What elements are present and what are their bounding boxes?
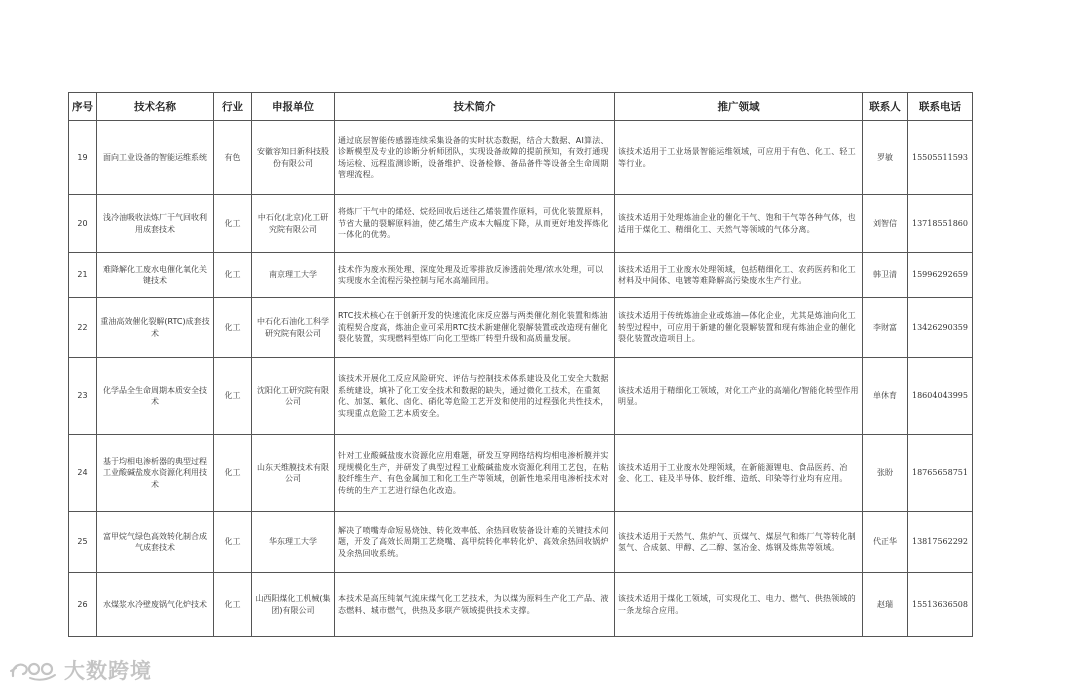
technology-table — [68, 92, 973, 637]
table-row — [69, 573, 973, 637]
cell-industry: 化工 — [214, 298, 252, 358]
cell-seq: 25 — [69, 512, 97, 573]
header-industry: 行业 — [214, 93, 252, 121]
cell-contact: 张盼 — [863, 435, 908, 512]
watermark — [10, 655, 152, 685]
table-row — [69, 435, 973, 512]
cell-name: 水煤浆水冷壁废锅气化炉技术 — [97, 573, 214, 637]
cell-industry: 化工 — [214, 435, 252, 512]
cell-seq: 22 — [69, 298, 97, 358]
cell-unit: 山东天维膜技术有限公司 — [252, 435, 335, 512]
cell-name: 难降解化工废水电催化氧化关键技术 — [97, 253, 214, 298]
cell-field: 该技术适用于煤化工领域，可实现化工、电力、燃气、供热领域的一条龙综合应用。 — [615, 573, 863, 637]
cell-unit: 沈阳化工研究院有限公司 — [252, 358, 335, 435]
cell-contact: 韩卫清 — [863, 253, 908, 298]
cell-intro: RTC技术核心在于创新开发的快速流化床反应器与两类催化剂化装置和炼油流程契合度高，炼油企业可采用RTC技术新建催化裂解装置或改造现有催化裂化装置，实现燃料型炼厂向化工型炼厂转型升级和高质量发展。 — [335, 298, 615, 358]
cell-field: 该技术适用于工业废水处理领域，包括精细化工、农药医药和化工材料及中间体、电镀等难降解高污染废水生产行业。 — [615, 253, 863, 298]
header-field: 推广领域 — [615, 93, 863, 121]
cell-field: 该技术适用于工业场景智能运维领域，可应用于有色、化工、轻工等行业。 — [615, 121, 863, 195]
cell-contact: 李财富 — [863, 298, 908, 358]
table-header-row — [69, 93, 973, 121]
cell-seq: 19 — [69, 121, 97, 195]
header-contact: 联系人 — [863, 93, 908, 121]
watermark-text: 大数跨境 — [64, 659, 152, 683]
cell-name: 重油高效催化裂解(RTC)成套技术 — [97, 298, 214, 358]
cell-intro: 该技术开展化工反应风险研究、评估与控制技术体系建设及化工安全大数据系统建设，填补了化工安全技术和数据的缺失，通过微化工技术，在重氮化、加氢、氟化、卤化、硝化等危险工艺开发和使用的过程强化共性技术，实现重点危险工艺本质安全。 — [335, 358, 615, 435]
cell-contact: 赵瑞 — [863, 573, 908, 637]
cell-name: 浅冷油吸收法炼厂干气回收利用成套技术 — [97, 195, 214, 253]
table-row — [69, 253, 973, 298]
header-intro: 技术简介 — [335, 93, 615, 121]
cell-field: 该技术适用于精细化工领域，对化工产业的高端化/智能化转型作用明显。 — [615, 358, 863, 435]
cell-seq: 23 — [69, 358, 97, 435]
cell-phone: 13718551860 — [908, 195, 973, 253]
cell-contact: 代正华 — [863, 512, 908, 573]
cell-name: 面向工业设备的智能运维系统 — [97, 121, 214, 195]
cell-intro: 技术作为废水预处理、深度处理及近零排放反渗透前处理/浓水处理，可以实现废水全流程污染控制与尾水高端回用。 — [335, 253, 615, 298]
cell-field: 该技术适用于工业废水处理领域，在新能源锂电、食品医药、冶金、化工、硅及半导体、胶纤维、造纸、印染等行业均有应用。 — [615, 435, 863, 512]
cell-contact: 罗敏 — [863, 121, 908, 195]
cell-phone: 13817562292 — [908, 512, 973, 573]
cell-unit: 安徽容知日新科技股份有限公司 — [252, 121, 335, 195]
cell-phone: 15513636508 — [908, 573, 973, 637]
cell-name: 富甲烷气绿色高效转化制合成气成套技术 — [97, 512, 214, 573]
cell-seq: 26 — [69, 573, 97, 637]
cell-unit: 山西阳煤化工机械(集团)有限公司 — [252, 573, 335, 637]
cell-phone: 18765658751 — [908, 435, 973, 512]
cell-intro: 通过底层智能传感器连续采集设备的实时状态数据，结合大数据、AI算法、诊断模型及专业的诊断分析师团队，实现设备故障的提前预知，有效打通现场运检、远程监测诊断，设备维护、设备检修、备品备件等设备全生命周期管理流程。 — [335, 121, 615, 195]
cell-unit: 华东理工大学 — [252, 512, 335, 573]
cell-name: 基于均相电渗析器的典型过程工业酸碱盐废水资源化利用技术 — [97, 435, 214, 512]
cell-intro: 本技术是高压纯氧气流床煤气化工艺技术，为以煤为原料生产化工产品、液态燃料、城市燃气，供热及多联产领域提供技术支撑。 — [335, 573, 615, 637]
cell-industry: 有色 — [214, 121, 252, 195]
cell-industry: 化工 — [214, 512, 252, 573]
cell-intro: 解决了喷嘴寿命短易烧蚀、转化效率低、余热回收装备设计难的关键技术问题，开发了高效长周期工艺烧嘴、高甲烷转化率转化炉、高效余热回收锅炉及余热回收系统。 — [335, 512, 615, 573]
cell-field: 该技术适用于处理炼油企业的催化干气、饱和干气等各种气体，也适用于煤化工、精细化工、天然气等领域的气体分离。 — [615, 195, 863, 253]
header-seq: 序号 — [69, 93, 97, 121]
header-name: 技术名称 — [97, 93, 214, 121]
cell-contact: 单休育 — [863, 358, 908, 435]
cell-industry: 化工 — [214, 358, 252, 435]
cell-seq: 24 — [69, 435, 97, 512]
cell-seq: 21 — [69, 253, 97, 298]
cell-contact: 刘智信 — [863, 195, 908, 253]
header-unit: 申报单位 — [252, 93, 335, 121]
table-row — [69, 121, 973, 195]
cell-seq: 20 — [69, 195, 97, 253]
cell-phone: 13426290359 — [908, 298, 973, 358]
cell-phone: 15505511593 — [908, 121, 973, 195]
header-phone: 联系电话 — [908, 93, 973, 121]
cell-industry: 化工 — [214, 195, 252, 253]
table-row — [69, 298, 973, 358]
cell-industry: 化工 — [214, 253, 252, 298]
cell-unit: 南京理工大学 — [252, 253, 335, 298]
table-row — [69, 512, 973, 573]
cell-intro: 将炼厂干气中的烯烃、烷烃回收后送往乙烯装置作原料，可优化装置原料，节省大量的裂解原料油，使乙烯生产成本大幅度下降，从而更好地发挥炼化一体化的优势。 — [335, 195, 615, 253]
table-row — [69, 358, 973, 435]
cell-name: 化学品全生命周期本质安全技术 — [97, 358, 214, 435]
cell-industry: 化工 — [214, 573, 252, 637]
cell-phone: 18604043995 — [908, 358, 973, 435]
cell-phone: 15996292659 — [908, 253, 973, 298]
cell-field: 该技术适用于天然气、焦炉气、页煤气、煤层气和炼厂气等转化制氢气、合成氨、甲醇、乙二醇、氢冶金、炼钢及炼焦等领域。 — [615, 512, 863, 573]
cell-unit: 中石化(北京)化工研究院有限公司 — [252, 195, 335, 253]
table-row — [69, 195, 973, 253]
dashukuajing-logo-icon — [10, 657, 58, 683]
cell-intro: 针对工业酸碱盐废水资源化应用难题，研发互穿网络结构均相电渗析膜并实现规模化生产，并研发了典型过程工业酸碱盐废水资源化利用工艺包，在粘胶纤维生产、有色金属加工和化工生产等领域，创新性地采用电渗析技术对传统的生产工艺进行绿色化改造。 — [335, 435, 615, 512]
cell-unit: 中石化石油化工科学研究院有限公司 — [252, 298, 335, 358]
cell-field: 该技术适用于传统炼油企业或炼油—体化企业，尤其是炼油向化工转型过程中，可应用于新建的催化裂解装置和现有炼油企业的催化裂化装置改造项目上。 — [615, 298, 863, 358]
